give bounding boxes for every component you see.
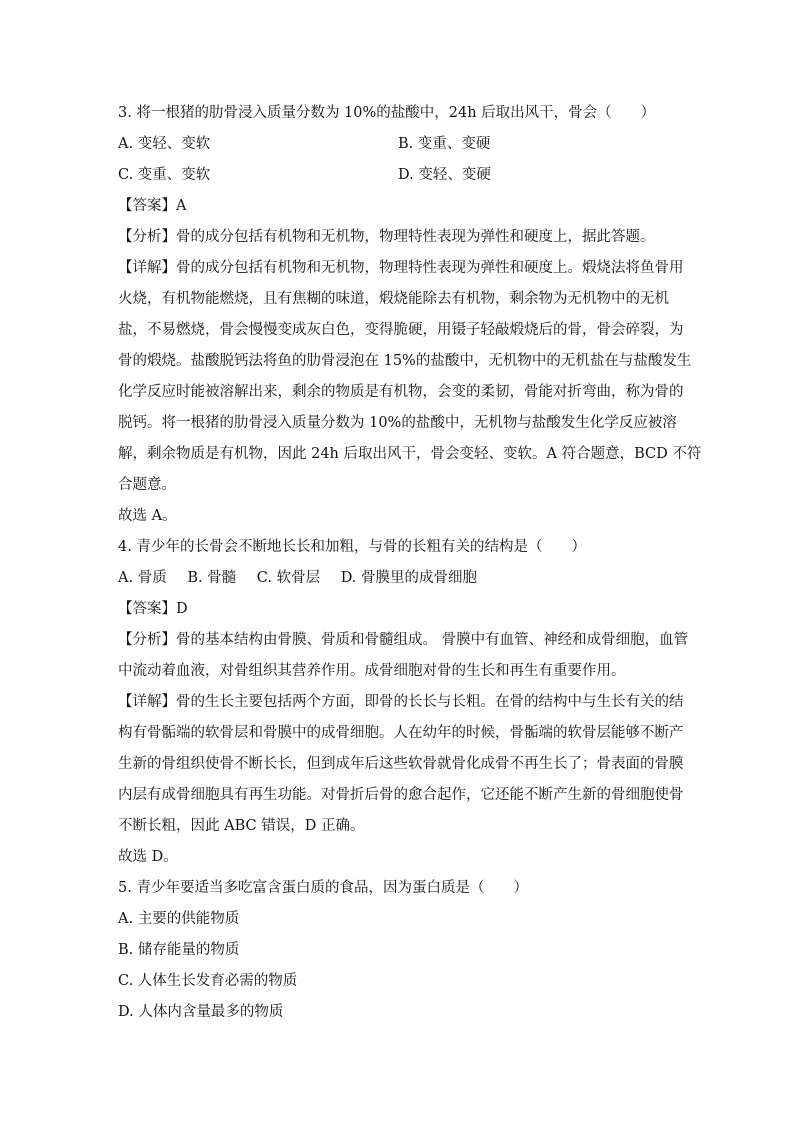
q3-question: 3. 将一根猪的肋骨浸入质量分数为 10%的盐酸中，24h 后取出风干，骨会（ ） xyxy=(118,105,656,121)
q3-detail-line: 解，剩余物质是有机物，因此 24h 后取出风干，骨会变轻、变软。A 符合题意，BCD 不符 xyxy=(118,446,702,462)
q3-detail-line: 【详解】骨的成分包括有机物和无机物，物理特性表现为弹性和硬度上。煅烧法将鱼骨用 xyxy=(118,260,684,276)
q3-detail-line: 脱钙。将一根猪的肋骨浸入质量分数为 10%的盐酸中，无机物与盐酸发生化学反应被溶 xyxy=(118,415,677,431)
q5-option-b: B. 储存能量的物质 xyxy=(118,942,240,958)
q3-detail-line: 火烧，有机物能燃烧，且有焦糊的味道，煅烧能除去有机物，剩余物为无机物中的无机 xyxy=(118,291,669,307)
exam-page xyxy=(118,98,702,1028)
q3-option-a: A. 变轻、变软 xyxy=(118,136,211,152)
q4-option-c: C. 软骨层 xyxy=(256,570,321,586)
q4-detail-line: 构有骨骺端的软骨层和骨膜中的成骨细胞。人在幼年的时候，骨骺端的软骨层能够不断产 xyxy=(118,725,684,741)
q3-option-b: B. 变重、变硬 xyxy=(398,136,491,152)
q5-option-a: A. 主要的供能物质 xyxy=(118,911,240,927)
q4-option-b: B. 骨髓 xyxy=(187,570,237,586)
q3-conclusion: 故选 A。 xyxy=(118,508,177,524)
q4-option-d: D. 骨膜里的成骨细胞 xyxy=(340,570,478,586)
q4-detail-line: 【详解】骨的生长主要包括两个方面，即骨的长长与长粗。在骨的结构中与生长有关的结 xyxy=(118,694,684,710)
q4-answer: 【答案】D xyxy=(118,601,188,617)
q5-option-d: D. 人体内含量最多的物质 xyxy=(118,1004,284,1020)
q5-question: 5. 青少年要适当多吃富含蛋白质的食品，因为蛋白质是（ ） xyxy=(118,880,528,896)
q3-detail-line: 合题意。 xyxy=(118,477,176,493)
q5-option-c: C. 人体生长发育必需的物质 xyxy=(118,973,298,989)
q3-detail-line: 骨的煅烧。盐酸脱钙法将鱼的肋骨浸泡在 15%的盐酸中，无机物中的无机盐在与盐酸发生 xyxy=(118,353,692,369)
q4-question: 4. 青少年的长骨会不断地长长和加粗，与骨的长粗有关的结构是（ ） xyxy=(118,539,586,555)
q3-option-c: C. 变重、变软 xyxy=(118,167,211,183)
q4-detail-line: 不断长粗，因此 ABC 错误，D 正确。 xyxy=(118,818,365,834)
q4-detail-line: 内层有成骨细胞具有再生功能。对骨折后骨的愈合起作，它还能不断产生新的骨细胞使骨 xyxy=(118,787,684,803)
q3-options-row-1 xyxy=(118,129,678,160)
q4-conclusion: 故选 D。 xyxy=(118,849,178,865)
q3-option-d: D. 变轻、变硬 xyxy=(398,167,491,183)
q4-analysis-line: 【分析】骨的基本结构由骨膜、骨质和骨髓组成。 骨膜中有血管、神经和成骨细胞，血管 xyxy=(118,632,689,648)
q3-options-row-2 xyxy=(118,160,678,191)
q4-options xyxy=(118,563,678,594)
q4-detail-line: 生新的骨组织使骨不断长长，但到成年后这些软骨就骨化成骨不再生长了；骨表面的骨膜 xyxy=(118,756,684,772)
q3-detail-line: 盐，不易燃烧，骨会慢慢变成灰白色，变得脆硬，用镊子轻敲煅烧后的骨，骨会碎裂，为 xyxy=(118,322,684,338)
q3-analysis: 【分析】骨的成分包括有机物和无机物，物理特性表现为弹性和硬度上，据此答题。 xyxy=(118,229,655,245)
q4-option-a: A. 骨质 xyxy=(118,570,167,586)
q3-answer: 【答案】A xyxy=(118,198,187,214)
q3-detail-line: 化学反应时能被溶解出来，剩余的物质是有机物，会变的柔韧，骨能对折弯曲，称为骨的 xyxy=(118,384,684,400)
q4-analysis-line: 中流动着血液，对骨组织其营养作用。成骨细胞对骨的生长和再生有重要作用。 xyxy=(118,663,626,679)
